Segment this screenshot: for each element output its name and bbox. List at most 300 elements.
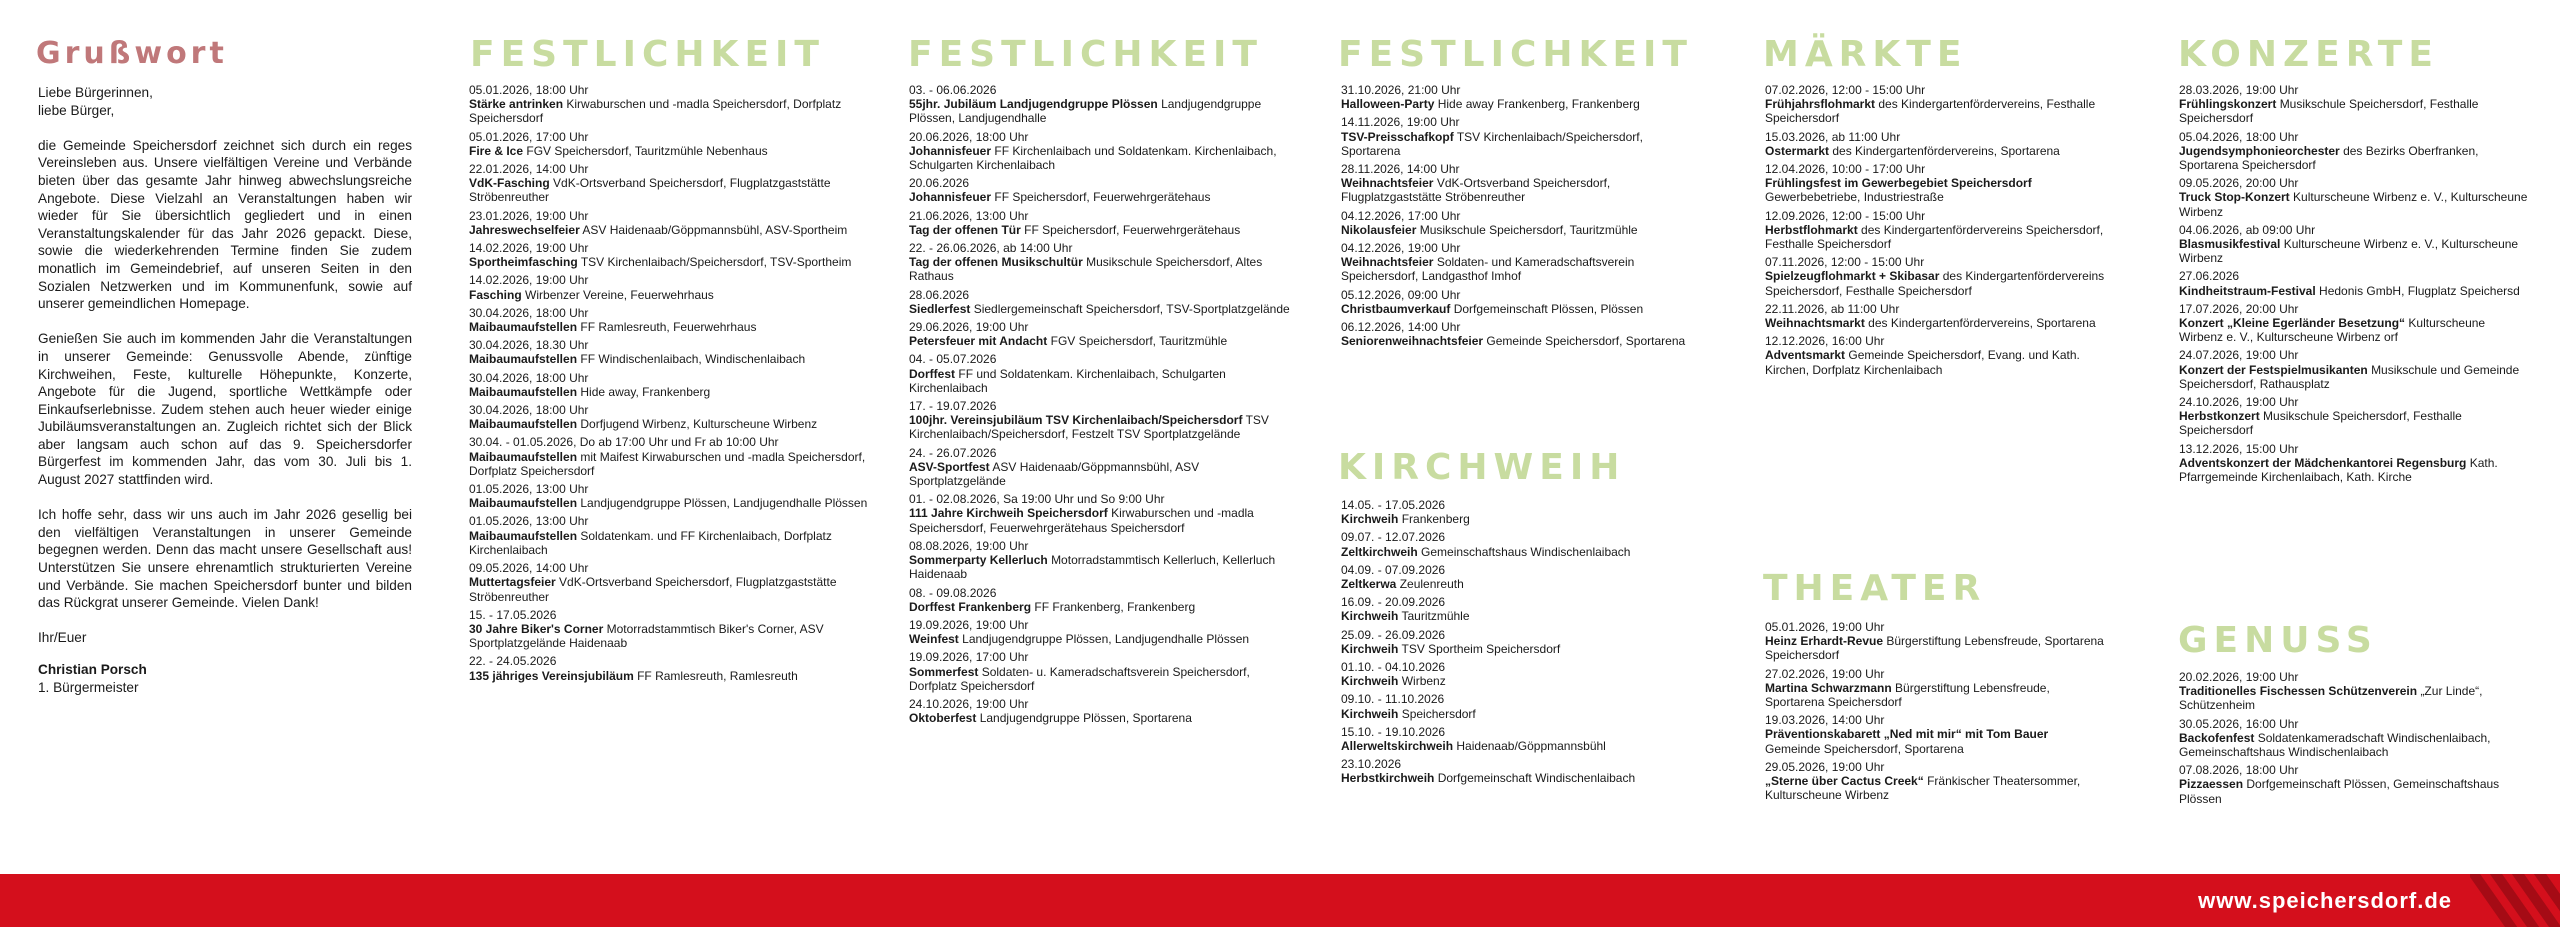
event-title: Kirchweih bbox=[1341, 706, 1399, 721]
event-date: 21.06.2026, 13:00 Uhr bbox=[909, 208, 1029, 223]
event-date: 23.10.2026 bbox=[1341, 757, 1402, 772]
event-title: Weihnachtsmarkt bbox=[1765, 316, 1865, 331]
festlichkeit-heading-1: FESTLICHKEIT bbox=[470, 34, 825, 75]
event-title: Truck Stop-Konzert bbox=[2179, 190, 2290, 205]
event-item bbox=[1765, 83, 2105, 126]
event-date: 05.12.2026, 09:00 Uhr bbox=[1341, 287, 1461, 302]
event-description: Landjugendgruppe Plössen, Landjugendhalle Plössen bbox=[580, 496, 868, 511]
event-description: FF Frankenberg, Frankenberg bbox=[1034, 599, 1196, 614]
event-title: Muttertagsfeier bbox=[469, 575, 556, 590]
event-date: 01.10. - 04.10.2026 bbox=[1341, 660, 1446, 675]
event-title: Sportheimfasching bbox=[469, 255, 578, 270]
event-title: Johannisfeuer bbox=[909, 190, 992, 205]
event-date: 03. - 06.06.2026 bbox=[909, 83, 997, 97]
event-item bbox=[1765, 255, 2105, 298]
event-date: 29.06.2026, 19:00 Uhr bbox=[909, 320, 1029, 335]
event-description: „Zur Linde“, Schützenheim bbox=[2179, 684, 2483, 713]
salutation: Liebe Bürgerinnen, bbox=[38, 85, 153, 100]
event-date: 20.02.2026, 19:00 Uhr bbox=[2179, 670, 2299, 684]
event-date: 14.02.2026, 19:00 Uhr bbox=[469, 241, 589, 256]
festlichkeit-list-2 bbox=[909, 83, 1294, 729]
event-description: des Kindergartenfördervereins Speichersdorf, Festhalle Speichersdorf bbox=[1765, 222, 2104, 252]
event-title: Konzert der Festspielmusikanten bbox=[2179, 362, 2368, 377]
event-item bbox=[2179, 348, 2529, 391]
event-date: 28.03.2026, 19:00 Uhr bbox=[2179, 83, 2299, 97]
event-date: 04.09. - 07.09.2026 bbox=[1341, 562, 1446, 577]
event-description: Zeulenreuth bbox=[1399, 577, 1464, 592]
event-item bbox=[2179, 83, 2529, 126]
event-description: FF Windischenlaibach, Windischenlaibach bbox=[580, 352, 806, 367]
event-date: 28.11.2026, 14:00 Uhr bbox=[1341, 162, 1460, 177]
event-description: FF und Soldatenkam. Kirchenlaibach, Schulgarten Kirchenlaibach bbox=[909, 366, 1226, 395]
event-title: Maibaumaufstellen bbox=[469, 528, 578, 543]
event-date: 29.05.2026, 19:00 Uhr bbox=[1765, 759, 1885, 774]
event-item bbox=[1341, 725, 1711, 753]
event-description: Kulturscheune Wirbenz e. V., Kulturscheune Wirbenz orf bbox=[2179, 316, 2486, 345]
event-description: Soldatenkam. und FF Kirchenlaibach, Dorfplatz Kirchenlaibach bbox=[469, 528, 832, 557]
event-description: Kirwaburschen und -madla Speichersdorf, Dorfplatz Speichersdorf bbox=[469, 97, 842, 126]
event-date: 14.11.2026, 19:00 Uhr bbox=[1341, 115, 1460, 130]
event-description: TSV Kirchenlaibach/Speichersdorf, TSV-Sportheim bbox=[580, 255, 852, 270]
event-item bbox=[469, 654, 869, 682]
event-title: Tag der offenen Musikschultür bbox=[909, 255, 1083, 270]
event-description: des Kindergartenfördervereins Speichersdorf, Festhalle Speichersdorf bbox=[1765, 269, 2105, 298]
event-title: TSV-Preisschafkopf bbox=[1341, 129, 1454, 144]
event-title: Johannisfeuer bbox=[909, 143, 992, 158]
event-item bbox=[909, 539, 1294, 582]
event-description: TSV Sportheim Speichersdorf bbox=[1401, 641, 1561, 656]
event-item bbox=[909, 618, 1294, 646]
event-description: des Bezirks Oberfranken, Sportarena Speichersdorf bbox=[2179, 143, 2479, 173]
event-title: Maibaumaufstellen bbox=[469, 449, 578, 464]
event-title: Maibaumaufstellen bbox=[469, 320, 578, 335]
event-description: des Kindergartenfördervereins, Sportarena bbox=[1868, 316, 2096, 331]
event-description: FGV Speichersdorf, Tauritzmühle bbox=[1050, 334, 1228, 349]
event-item bbox=[1765, 302, 2105, 330]
event-title: Herbstkonzert bbox=[2179, 409, 2260, 424]
event-title: Seniorenweihnachtsfeier bbox=[1341, 334, 1484, 349]
event-date: 15.03.2026, ab 11:00 Uhr bbox=[1765, 129, 1901, 144]
event-item bbox=[1341, 209, 1701, 237]
event-date: 05.01.2026, 17:00 Uhr bbox=[469, 129, 589, 144]
event-description: Bürgerstiftung Lebensfreude, Sportarena Speichersdorf bbox=[1765, 634, 2104, 663]
event-date: 24.07.2026, 19:00 Uhr bbox=[2179, 348, 2299, 363]
event-item bbox=[909, 650, 1294, 693]
event-item bbox=[469, 209, 869, 237]
event-date: 24.10.2026, 19:00 Uhr bbox=[909, 696, 1029, 711]
event-date: 12.12.2026, 16:00 Uhr bbox=[1765, 334, 1885, 349]
event-description: des Kindergartenfördervereins, Sportarena bbox=[1832, 143, 2060, 158]
event-description: Landjugendgruppe Plössen, Sportarena bbox=[979, 711, 1192, 726]
event-description: FF Speichersdorf, Feuerwehrgerätehaus bbox=[1024, 222, 1241, 237]
event-title: Stärke antrinken bbox=[469, 97, 564, 112]
event-date: 05.01.2026, 18:00 Uhr bbox=[469, 83, 589, 97]
event-date: 07.08.2026, 18:00 Uhr bbox=[2179, 763, 2299, 778]
event-item bbox=[909, 492, 1294, 535]
event-date: 19.03.2026, 14:00 Uhr bbox=[1765, 713, 1885, 728]
event-description: Haidenaab/Göppmannsbühl bbox=[1456, 739, 1606, 754]
event-item bbox=[1341, 628, 1711, 656]
event-title: Herbstkirchweih bbox=[1341, 771, 1435, 786]
maerkte-heading: MÄRKTE bbox=[1763, 34, 1968, 75]
event-date: 13.12.2026, 15:00 Uhr bbox=[2179, 441, 2299, 456]
event-title: Präventionskabarett „Ned mit mir“ mit Tom Bauer bbox=[1765, 727, 2049, 742]
event-date: 07.11.2026, 12:00 - 15:00 Uhr bbox=[1765, 255, 1925, 270]
event-item bbox=[1765, 713, 2105, 756]
event-item bbox=[469, 514, 869, 557]
event-title: Kirchweih bbox=[1341, 512, 1399, 527]
event-item bbox=[1341, 692, 1711, 720]
decorative-stripes bbox=[2470, 874, 2560, 927]
event-title: Konzert „Kleine Egerländer Besetzung“ bbox=[2179, 316, 2406, 331]
event-item bbox=[469, 338, 869, 366]
event-description: Fränkischer Theatersommer, Kulturscheune Wirbenz bbox=[1765, 774, 2081, 803]
event-item bbox=[909, 130, 1294, 173]
event-date: 08.08.2026, 19:00 Uhr bbox=[909, 538, 1029, 553]
event-title: Kirchweih bbox=[1341, 674, 1399, 689]
event-date: 22. - 26.06.2026, ab 14:00 Uhr bbox=[909, 241, 1073, 256]
event-description: Kulturscheune Wirbenz e. V., Kulturscheune Wirbenz bbox=[2179, 237, 2519, 266]
event-date: 08. - 09.08.2026 bbox=[909, 585, 997, 600]
event-title: Frühlingskonzert bbox=[2179, 97, 2277, 112]
closing: Ihr/Euer bbox=[38, 630, 87, 646]
event-description: Gemeinde Speichersdorf, Evang. und Kath. Kirchen, Dorfplatz Kirchenlaibach bbox=[1765, 348, 2080, 377]
event-title: Dorffest bbox=[909, 366, 956, 381]
event-date: 14.05. - 17.05.2026 bbox=[1341, 498, 1446, 512]
event-item bbox=[1341, 288, 1701, 316]
event-date: 19.09.2026, 19:00 Uhr bbox=[909, 617, 1029, 632]
event-title: Martina Schwarzmann bbox=[1765, 680, 1892, 695]
event-title: Frühlingsfest im Gewerbegebiet Speichersdorf bbox=[1765, 176, 2032, 191]
event-description: des Kindergartenfördervereins, Festhalle Speichersdorf bbox=[1765, 97, 2096, 126]
event-date: 01.05.2026, 13:00 Uhr bbox=[469, 482, 589, 497]
maerkte-list bbox=[1765, 83, 2105, 381]
event-date: 31.10.2026, 21:00 Uhr bbox=[1341, 83, 1461, 97]
event-title: Weihnachtsfeier bbox=[1341, 255, 1434, 270]
event-description: Kirwaburschen und -madla Speichersdorf, Feuerwehrgerätehaus Speichersdorf bbox=[909, 506, 1254, 535]
event-title: 111 Jahre Kirchweih Speichersdorf bbox=[909, 506, 1108, 521]
event-item bbox=[1341, 530, 1711, 558]
event-title: Blasmusikfestival bbox=[2179, 237, 2281, 252]
event-date: 30.04. - 01.05.2026, Do ab 17:00 Uhr und Fr ab 10:00 Uhr bbox=[469, 435, 779, 450]
event-item bbox=[909, 176, 1294, 204]
event-item bbox=[1341, 498, 1711, 526]
event-title: Maibaumaufstellen bbox=[469, 384, 578, 399]
event-item bbox=[2179, 442, 2529, 485]
event-date: 01.05.2026, 13:00 Uhr bbox=[469, 514, 589, 529]
event-title: Ostermarkt bbox=[1765, 143, 1830, 158]
event-title: „Sterne über Cactus Creek“ bbox=[1765, 774, 1924, 789]
event-item bbox=[2179, 269, 2529, 297]
event-title: Halloween-Party bbox=[1341, 97, 1435, 112]
event-description: Motorradstammtisch Kellerluch, Kellerluch Haidenaab bbox=[909, 553, 1276, 582]
genuss-list bbox=[2179, 670, 2529, 810]
event-date: 20.06.2026, 18:00 Uhr bbox=[909, 129, 1029, 144]
event-description: Tauritzmühle bbox=[1401, 609, 1470, 624]
event-item bbox=[1341, 115, 1701, 158]
event-item bbox=[1341, 595, 1711, 623]
event-item bbox=[1765, 620, 2105, 663]
festlichkeit-heading-3: FESTLICHKEIT bbox=[1338, 34, 1693, 75]
event-title: Sommerfest bbox=[909, 664, 979, 679]
event-description: Frankenberg bbox=[1401, 512, 1470, 527]
event-date: 22.11.2026, ab 11:00 Uhr bbox=[1765, 301, 1900, 316]
event-date: 27.02.2026, 19:00 Uhr bbox=[1765, 666, 1885, 681]
event-title: Spielzeugflohmarkt + Skibasar bbox=[1765, 269, 1940, 284]
event-item bbox=[909, 320, 1294, 348]
event-item bbox=[1341, 162, 1701, 205]
event-title: Fire & Ice bbox=[469, 143, 524, 158]
event-date: 22.01.2026, 14:00 Uhr bbox=[469, 162, 589, 177]
event-title: Siedlerfest bbox=[909, 301, 971, 316]
event-title: Weihnachtsfeier bbox=[1341, 176, 1434, 191]
event-description: Hide away, Frankenberg bbox=[580, 384, 711, 399]
event-description: Musikschule Speichersdorf, Tauritzmühle bbox=[1419, 222, 1638, 237]
event-item bbox=[909, 83, 1294, 126]
event-item bbox=[1765, 209, 2105, 252]
event-title: Petersfeuer mit Andacht bbox=[909, 334, 1048, 349]
event-item bbox=[469, 306, 869, 334]
event-title: Maibaumaufstellen bbox=[469, 496, 578, 511]
event-description: Landjugendgruppe Plössen, Landjugendhalle Plössen bbox=[962, 632, 1250, 647]
event-description: Dorfjugend Wirbenz, Kulturscheune Wirbenz bbox=[580, 417, 818, 432]
event-date: 30.04.2026, 18.30 Uhr bbox=[469, 338, 589, 353]
event-item bbox=[909, 399, 1294, 442]
event-description: VdK-Ortsverband Speichersdorf, Flugplatzgaststätte Ströbenreuther bbox=[1341, 176, 1611, 205]
event-date: 09.05.2026, 20:00 Uhr bbox=[2179, 176, 2299, 191]
event-title: Kirchweih bbox=[1341, 609, 1399, 624]
festlichkeit-list-3 bbox=[1341, 83, 1701, 352]
event-date: 09.05.2026, 14:00 Uhr bbox=[469, 561, 589, 576]
event-title: Fasching bbox=[469, 287, 522, 302]
event-title: Maibaumaufstellen bbox=[469, 352, 578, 367]
event-date: 14.02.2026, 19:00 Uhr bbox=[469, 273, 589, 288]
event-item bbox=[469, 403, 869, 431]
event-title: Allerweltskirchweih bbox=[1341, 739, 1454, 754]
event-description: Musikschule Speichersdorf, Festhalle Speichersdorf bbox=[2179, 97, 2479, 126]
event-description: Musikschule Speichersdorf, Festhalle Speichersdorf bbox=[2179, 409, 2462, 438]
event-item bbox=[2179, 763, 2529, 806]
greeting-paragraph: Ich hoffe sehr, dass wir uns auch im Jahr 2026 gesellig bei den vielfältigen Veranstaltungen in unserer Gemeinde begegnen werden. Denn das macht unsere Gesellschaft aus! Unterstützen Sie unsere ehrenamtlich strukturierten Vereine und Verbände. Sie machen Speichersdorf bunter und bilden das Rückgrat unserer Gemeinde. Vielen Dank! bbox=[38, 507, 412, 611]
event-item bbox=[1765, 667, 2105, 710]
event-item bbox=[469, 162, 869, 205]
event-description: Gemeinde Speichersdorf, Sportarena bbox=[1765, 741, 1964, 756]
signer-name: Christian Porsch bbox=[38, 662, 147, 677]
event-item bbox=[1765, 760, 2105, 803]
festlichkeit-list-1 bbox=[469, 83, 869, 687]
event-title: Jahreswechselfeier bbox=[469, 222, 580, 237]
event-date: 25.09. - 26.09.2026 bbox=[1341, 627, 1446, 642]
event-description: Soldatenkameradschaft Windischenlaibach, Gemeinschaftshaus Windischenlaibach bbox=[2179, 730, 2491, 760]
event-item bbox=[2179, 395, 2529, 438]
event-title: Adventsmarkt bbox=[1765, 348, 1846, 363]
event-date: 15. - 17.05.2026 bbox=[469, 607, 557, 622]
event-title: Tag der offenen Tür bbox=[909, 222, 1021, 237]
event-title: Sommerparty Kellerluch bbox=[909, 553, 1048, 568]
event-description: Motorradstammtisch Biker's Corner, ASV Sportplatzgelände Haidenaab bbox=[469, 621, 824, 651]
event-date: 04. - 05.07.2026 bbox=[909, 352, 997, 367]
event-description: FF Kirchenlaibach und Soldatenkam. Kirchenlaibach, Schulgarten Kirchenlaibach bbox=[909, 143, 1277, 173]
event-title: Dorffest Frankenberg bbox=[909, 599, 1032, 614]
event-item bbox=[2179, 130, 2529, 173]
event-description: FF Ramlesreuth, Feuerwehrhaus bbox=[580, 320, 757, 335]
event-date: 19.09.2026, 17:00 Uhr bbox=[909, 650, 1029, 665]
event-item bbox=[2179, 302, 2529, 345]
event-date: 12.04.2026, 10:00 - 17:00 Uhr bbox=[1765, 162, 1926, 177]
event-title: VdK-Fasching bbox=[469, 176, 550, 191]
event-description: Soldaten- und Kameradschaftsverein Speichersdorf, Landgasthof Imhof bbox=[1341, 255, 1635, 284]
event-date: 24.10.2026, 19:00 Uhr bbox=[2179, 395, 2299, 410]
event-description: FGV Speichersdorf, Tauritzmühle Nebenhaus bbox=[526, 143, 768, 158]
event-title: Adventskonzert der Mädchenkantorei Regensburg bbox=[2179, 455, 2467, 470]
event-item bbox=[2179, 176, 2529, 219]
event-description: Wirbenzer Vereine, Feuerwehrhaus bbox=[525, 287, 714, 302]
event-date: 28.06.2026 bbox=[909, 287, 970, 302]
event-date: 01. - 02.08.2026, Sa 19:00 Uhr und So 9:00 Uhr bbox=[909, 492, 1165, 507]
event-description: Landjugendgruppe Plössen, Landjugendhalle bbox=[909, 97, 1262, 126]
event-item bbox=[1765, 130, 2105, 158]
event-item bbox=[469, 608, 869, 651]
event-description: Speichersdorf bbox=[1401, 706, 1476, 721]
event-date: 05.04.2026, 18:00 Uhr bbox=[2179, 129, 2299, 144]
event-title: Backofenfest bbox=[2179, 730, 2255, 745]
event-description: FF Speichersdorf, Feuerwehrgerätehaus bbox=[994, 190, 1211, 205]
event-description: Bürgerstiftung Lebensfreude, Sportarena Speichersdorf bbox=[1765, 680, 2050, 710]
event-item bbox=[1341, 83, 1701, 111]
event-title: ASV-Sportfest bbox=[909, 459, 990, 474]
event-title: Christbaumverkauf bbox=[1341, 301, 1451, 316]
event-description: Gewerbebetriebe, Industriestraße bbox=[1765, 190, 1944, 205]
event-date: 09.10. - 11.10.2026 bbox=[1341, 692, 1445, 707]
event-item bbox=[2179, 717, 2529, 760]
salutation: liebe Bürger, bbox=[38, 102, 115, 118]
event-date: 17.07.2026, 20:00 Uhr bbox=[2179, 301, 2299, 316]
event-date: 17. - 19.07.2026 bbox=[909, 399, 997, 414]
event-item bbox=[1341, 241, 1701, 284]
genuss-heading: GENUSS bbox=[2178, 620, 2378, 661]
event-title: Maibaumaufstellen bbox=[469, 417, 578, 432]
greeting-text bbox=[38, 84, 412, 696]
konzerte-heading: KONZERTE bbox=[2178, 34, 2439, 75]
event-title: 30 Jahre Biker's Corner bbox=[469, 621, 604, 636]
event-description: VdK-Ortsverband Speichersdorf, Flugplatzgaststätte Ströbenreuther bbox=[469, 176, 831, 205]
event-title: Herbstflohmarkt bbox=[1765, 222, 1858, 237]
kirchweih-list bbox=[1341, 498, 1711, 790]
event-item bbox=[469, 83, 869, 126]
theater-list bbox=[1765, 620, 2105, 806]
event-item bbox=[469, 561, 869, 604]
event-item bbox=[2179, 223, 2529, 266]
event-date: 09.07. - 12.07.2026 bbox=[1341, 530, 1446, 545]
event-title: Kindheitstraum-Festival bbox=[2179, 283, 2316, 298]
festlichkeit-heading-2: FESTLICHKEIT bbox=[908, 34, 1263, 75]
event-title: Zeltkirchweih bbox=[1341, 544, 1418, 559]
event-description: ASV Haidenaab/Göppmannsbühl, ASV Sportplatzgelände bbox=[909, 459, 1200, 489]
event-date: 05.01.2026, 19:00 Uhr bbox=[1765, 620, 1885, 634]
event-item bbox=[1341, 320, 1701, 348]
event-item bbox=[909, 446, 1294, 489]
event-description: Siedlergemeinschaft Speichersdorf, TSV-Sportplatzgelände bbox=[973, 301, 1290, 316]
event-item bbox=[2179, 670, 2529, 713]
event-date: 20.06.2026 bbox=[909, 176, 970, 191]
event-description: Dorfgemeinschaft Plössen, Plössen bbox=[1453, 301, 1644, 316]
event-description: Wirbenz bbox=[1401, 674, 1446, 689]
event-description: Gemeinschaftshaus Windischenlaibach bbox=[1421, 544, 1631, 559]
event-description: Hide away Frankenberg, Frankenberg bbox=[1437, 97, 1640, 112]
event-item bbox=[909, 586, 1294, 614]
event-title: Pizzaessen bbox=[2179, 777, 2244, 792]
event-description: Kulturscheune Wirbenz e. V., Kulturscheune Wirbenz bbox=[2179, 190, 2528, 219]
event-item bbox=[1341, 563, 1711, 591]
greeting-paragraph: die Gemeinde Speichersdorf zeichnet sich durch ein reges Vereinsleben aus. Unsere vielfältigen Vereine und Verbände bieten über das gesamte Jahr hinweg abwechslungsreiche Angebote. Diese Vielzahl an Veranstaltungen haben wir wieder für Sie übersichtlich gegliedert und in einen Veranstaltungskalender für das Jahr 2026 gepackt. Diese, sowie die wiederkehrenden Termine finden Sie zudem monatlich im Gemeindebrief, auf unseren Seiten in den Sozialen Netzwerken und im Kommunenfunk, sowie auf unserer gemeindlichen Homepage. bbox=[38, 137, 412, 312]
footer-bar bbox=[0, 874, 2560, 927]
event-description: Dorfgemeinschaft Plössen, Gemeinschaftshaus Plössen bbox=[2179, 777, 2500, 806]
greeting-title: Grußwort bbox=[36, 36, 228, 71]
event-title: 55jhr. Jubiläum Landjugendgruppe Plössen bbox=[909, 97, 1158, 112]
event-item bbox=[469, 273, 869, 301]
event-item bbox=[469, 482, 869, 510]
event-title: Heinz Erhardt-Revue bbox=[1765, 634, 1884, 649]
signer-role: 1. Bürgermeister bbox=[38, 679, 139, 695]
event-title: Zeltkerwa bbox=[1341, 577, 1397, 592]
event-item bbox=[1765, 162, 2105, 205]
event-item bbox=[909, 352, 1294, 395]
event-item bbox=[909, 697, 1294, 725]
event-item bbox=[1341, 660, 1711, 688]
event-item bbox=[909, 288, 1294, 316]
event-item bbox=[909, 209, 1294, 237]
event-title: Nikolausfeier bbox=[1341, 222, 1417, 237]
event-description: VdK-Ortsverband Speichersdorf, Flugplatzgaststätte Ströbenreuther bbox=[469, 575, 837, 604]
event-date: 12.09.2026, 12:00 - 15:00 Uhr bbox=[1765, 208, 1926, 223]
event-description: TSV Kirchenlaibach/Speichersdorf, Sportarena bbox=[1341, 129, 1643, 158]
event-item bbox=[469, 435, 869, 478]
event-description: Kath. Pfarrgemeinde Kirchenlaibach, Kath. Kirche bbox=[2179, 455, 2498, 485]
event-title: Oktoberfest bbox=[909, 711, 977, 726]
event-description: FF Ramlesreuth, Ramlesreuth bbox=[637, 668, 798, 683]
event-title: Jugendsymphonieorchester bbox=[2179, 143, 2340, 158]
event-description: Hedonis GmbH, Flugplatz Speichersd bbox=[2319, 283, 2520, 298]
event-item bbox=[1765, 334, 2105, 377]
konzerte-list bbox=[2179, 83, 2529, 488]
event-date: 04.12.2026, 19:00 Uhr bbox=[1341, 241, 1461, 256]
event-date: 22. - 24.05.2026 bbox=[469, 654, 557, 669]
event-description: ASV Haidenaab/Göppmannsbühl, ASV-Sportheim bbox=[582, 222, 848, 237]
event-date: 07.02.2026, 12:00 - 15:00 Uhr bbox=[1765, 83, 1926, 97]
event-date: 24. - 26.07.2026 bbox=[909, 445, 997, 460]
event-date: 15.10. - 19.10.2026 bbox=[1341, 724, 1446, 739]
event-date: 04.12.2026, 17:00 Uhr bbox=[1341, 208, 1461, 223]
event-title: 100jhr. Vereinsjubiläum TSV Kirchenlaibach/Speichersdorf bbox=[909, 413, 1243, 428]
event-date: 23.01.2026, 19:00 Uhr bbox=[469, 208, 589, 223]
event-date: 30.04.2026, 18:00 Uhr bbox=[469, 370, 589, 385]
theater-heading: THEATER bbox=[1763, 568, 1987, 609]
event-description: Soldaten- u. Kameradschaftsverein Speichersdorf, Dorfplatz Speichersdorf bbox=[909, 664, 1250, 693]
event-item bbox=[1341, 757, 1711, 785]
event-title: Kirchweih bbox=[1341, 641, 1399, 656]
event-item bbox=[469, 371, 869, 399]
event-item bbox=[469, 130, 869, 158]
event-description: Dorfgemeinschaft Windischenlaibach bbox=[1437, 771, 1636, 786]
website-link[interactable]: www.speichersdorf.de bbox=[2198, 888, 2452, 913]
event-date: 06.12.2026, 14:00 Uhr bbox=[1341, 320, 1461, 335]
event-date: 30.04.2026, 18:00 Uhr bbox=[469, 403, 589, 418]
event-title: 135 jähriges Vereinsjubiläum bbox=[469, 668, 634, 683]
event-date: 16.09. - 20.09.2026 bbox=[1341, 595, 1446, 610]
event-date: 04.06.2026, ab 09:00 Uhr bbox=[2179, 222, 2316, 237]
event-description: TSV Kirchenlaibach/Speichersdorf, Festzelt TSV Sportplatzgelände bbox=[909, 413, 1269, 442]
event-item bbox=[909, 241, 1294, 284]
